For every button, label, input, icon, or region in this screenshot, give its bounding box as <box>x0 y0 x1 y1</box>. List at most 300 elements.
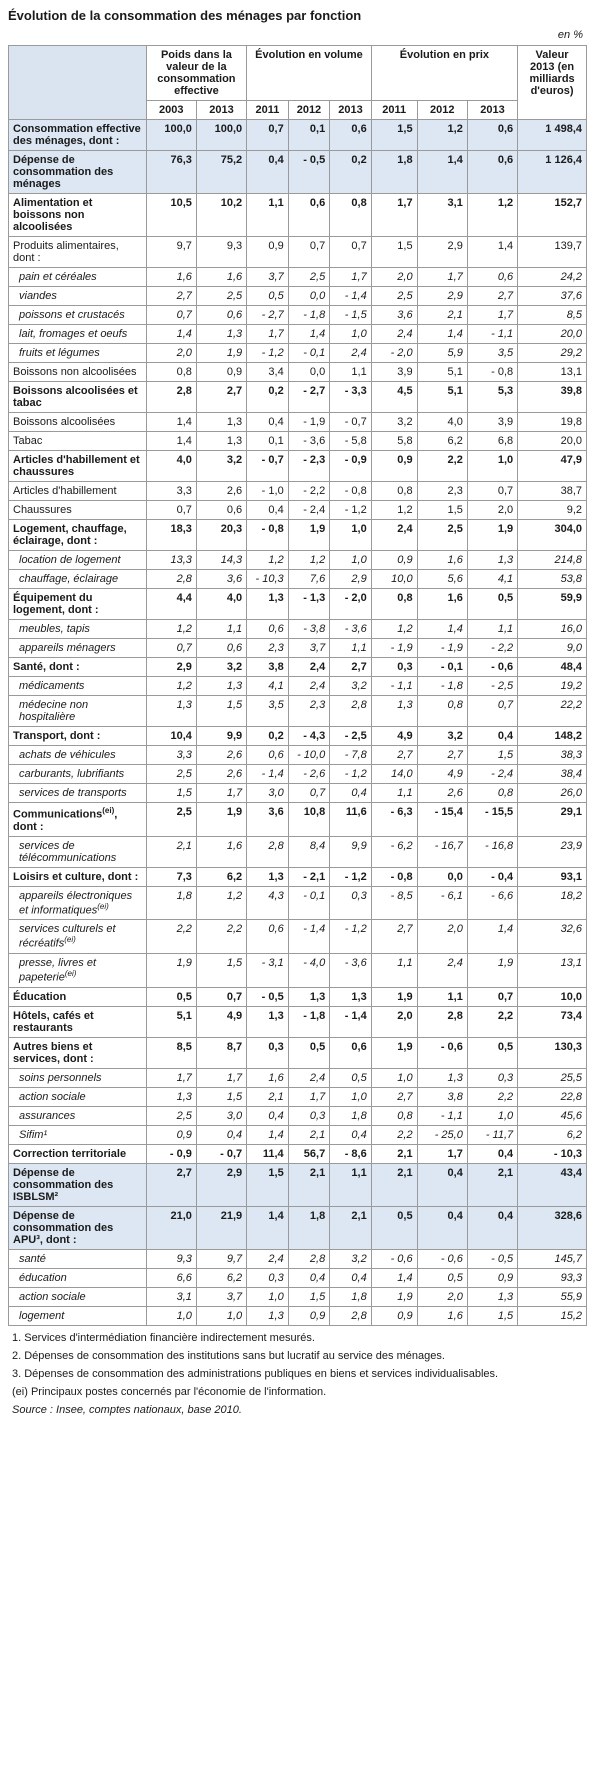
row-label <box>9 501 147 520</box>
table-cell: - 1,4 <box>247 765 289 784</box>
table-cell: 2,3 <box>247 639 289 658</box>
table-cell: 0,7 <box>247 120 289 151</box>
table-cell: 0,4 <box>417 1206 467 1249</box>
row-label <box>9 658 147 677</box>
table-cell: - 0,7 <box>196 1144 246 1163</box>
table-cell: 1,8 <box>330 1106 372 1125</box>
row-label <box>9 194 147 237</box>
row-label <box>9 1006 147 1037</box>
table-cell: 0,4 <box>196 1125 246 1144</box>
table-cell: 1,2 <box>467 194 517 237</box>
table-cell: 1,5 <box>146 784 196 803</box>
row-label <box>9 551 147 570</box>
table-cell: 3,3 <box>146 746 196 765</box>
table-row <box>9 268 587 287</box>
table-cell: 0,4 <box>417 1163 467 1206</box>
table-cell: 2,5 <box>288 268 330 287</box>
table-cell: 2,2 <box>146 920 196 954</box>
row-label-text: viandes <box>19 290 57 302</box>
table-cell: 16,0 <box>518 620 587 639</box>
table-cell: 1,2 <box>417 120 467 151</box>
table-cell: 5,1 <box>417 363 467 382</box>
table-cell: 2,1 <box>288 1125 330 1144</box>
table-cell: 14,0 <box>371 765 417 784</box>
table-row <box>9 120 587 151</box>
table-cell: 3,1 <box>417 194 467 237</box>
row-label-text: Communications <box>13 808 103 821</box>
table-cell: 1,5 <box>417 501 467 520</box>
row-label <box>9 727 147 746</box>
table-cell: 4,1 <box>467 570 517 589</box>
table-cell: 1,4 <box>247 1206 289 1249</box>
table-cell: 9,9 <box>196 727 246 746</box>
table-cell: 3,7 <box>196 1287 246 1306</box>
table-cell: 48,4 <box>518 658 587 677</box>
header-year: 2003 <box>146 101 196 120</box>
table-cell: - 10,0 <box>288 746 330 765</box>
table-cell: 5,3 <box>467 382 517 413</box>
table-cell: 3,3 <box>146 482 196 501</box>
row-label <box>9 1287 147 1306</box>
table-cell: 4,0 <box>146 451 196 482</box>
table-cell: 18,3 <box>146 520 196 551</box>
table-cell: 0,6 <box>196 639 246 658</box>
table-cell: 3,0 <box>247 784 289 803</box>
table-cell: - 2,4 <box>467 765 517 784</box>
table-cell: - 15,4 <box>417 803 467 837</box>
table-cell: - 2,4 <box>288 501 330 520</box>
table-cell: 6,2 <box>417 432 467 451</box>
row-label <box>9 784 147 803</box>
table-cell: 0,5 <box>371 1206 417 1249</box>
table-cell: 0,4 <box>247 413 289 432</box>
table-cell: 1,7 <box>146 1068 196 1087</box>
table-cell: 1 126,4 <box>518 151 587 194</box>
table-cell: 1,6 <box>146 268 196 287</box>
table-cell: - 1,0 <box>247 482 289 501</box>
table-cell: 3,2 <box>196 451 246 482</box>
table-cell: 0,6 <box>196 501 246 520</box>
table-cell: 145,7 <box>518 1249 587 1268</box>
table-row <box>9 886 587 920</box>
table-cell: - 0,1 <box>288 886 330 920</box>
table-cell: 0,7 <box>330 237 372 268</box>
table-cell: 38,3 <box>518 746 587 765</box>
table-cell: 2,0 <box>467 501 517 520</box>
table-cell: 2,7 <box>371 1087 417 1106</box>
table-cell: - 0,6 <box>371 1249 417 1268</box>
table-cell: - 2,2 <box>467 639 517 658</box>
table-cell: 2,0 <box>371 1006 417 1037</box>
row-label-text: Loisirs et culture, dont : <box>13 870 139 883</box>
table-cell: 13,1 <box>518 363 587 382</box>
table-cell: 139,7 <box>518 237 587 268</box>
row-label <box>9 639 147 658</box>
footnote: 3. Dépenses de consommation des administrations publiques en biens et services individualisables. <box>12 1367 499 1380</box>
row-label <box>9 432 147 451</box>
table-row <box>9 746 587 765</box>
table-cell: 0,6 <box>247 620 289 639</box>
table-cell: 0,2 <box>330 151 372 194</box>
table-cell: 1,1 <box>330 363 372 382</box>
table-cell: 23,9 <box>518 836 587 867</box>
table-cell: 1,3 <box>288 987 330 1006</box>
row-label-text: chauffage, éclairage <box>19 573 119 585</box>
row-label-text: services de transports <box>19 787 127 799</box>
table-row <box>9 482 587 501</box>
header-volume: Évolution en volume <box>247 46 372 101</box>
table-cell: 3,7 <box>288 639 330 658</box>
table-row <box>9 501 587 520</box>
table-cell: 2,8 <box>146 570 196 589</box>
row-label-footnote-mark: (ei) <box>102 806 115 815</box>
table-cell: 0,7 <box>467 482 517 501</box>
table-cell: 43,4 <box>518 1163 587 1206</box>
table-cell: - 6,3 <box>371 803 417 837</box>
row-label-text: Consommation effective des ménages, dont : <box>13 123 141 147</box>
table-cell: 2,8 <box>288 1249 330 1268</box>
table-row <box>9 1306 587 1325</box>
table-row <box>9 1144 587 1163</box>
table-cell: 0,8 <box>330 194 372 237</box>
table-cell: 2,2 <box>467 1006 517 1037</box>
table-cell: 6,6 <box>146 1268 196 1287</box>
row-label <box>9 620 147 639</box>
table-cell: 1,4 <box>247 1125 289 1144</box>
table-cell: 0,5 <box>467 589 517 620</box>
table-body <box>9 120 587 1326</box>
row-label <box>9 151 147 194</box>
table-cell: - 3,3 <box>330 382 372 413</box>
table-cell: 0,5 <box>330 1068 372 1087</box>
row-label-text: éducation <box>19 1271 67 1284</box>
table-cell: 0,4 <box>467 727 517 746</box>
table-cell: 0,5 <box>288 1037 330 1068</box>
table-cell: 0,6 <box>196 306 246 325</box>
row-label <box>9 1306 147 1325</box>
table-cell: 2,9 <box>146 658 196 677</box>
table-cell: 0,8 <box>371 482 417 501</box>
table-cell: 8,5 <box>518 306 587 325</box>
row-label-text: Correction territoriale <box>13 1147 127 1160</box>
table-cell: 2,8 <box>330 696 372 727</box>
row-label-text: logement <box>19 1309 65 1322</box>
table-cell: 4,0 <box>417 413 467 432</box>
table-cell: - 2,3 <box>288 451 330 482</box>
consumption-table <box>8 45 587 1326</box>
table-cell: 1,0 <box>371 1068 417 1087</box>
table-row <box>9 696 587 727</box>
table-cell: - 0,9 <box>146 1144 196 1163</box>
row-label-text: services de télécommunications <box>19 839 117 864</box>
table-cell: 1,7 <box>288 1087 330 1106</box>
table-cell: 1,2 <box>146 620 196 639</box>
table-cell: 1,1 <box>196 620 246 639</box>
table-cell: 0,6 <box>467 120 517 151</box>
table-cell: 1,5 <box>467 1306 517 1325</box>
table-cell: 1,7 <box>247 325 289 344</box>
table-cell: 2,2 <box>467 1087 517 1106</box>
table-cell: - 0,5 <box>467 1249 517 1268</box>
table-cell: 1,3 <box>247 1006 289 1037</box>
table-row <box>9 867 587 886</box>
table-row <box>9 382 587 413</box>
table-cell: 0,3 <box>330 886 372 920</box>
table-cell: 1,1 <box>247 194 289 237</box>
table-cell: 0,7 <box>146 501 196 520</box>
table-cell: 0,4 <box>247 501 289 520</box>
table-cell: - 1,2 <box>330 867 372 886</box>
table-cell: 1,9 <box>467 953 517 987</box>
table-cell: 10,0 <box>371 570 417 589</box>
table-cell: 1 498,4 <box>518 120 587 151</box>
row-label-text: Dépense de consommation des ISBLSM² <box>13 1166 114 1203</box>
table-cell: 214,8 <box>518 551 587 570</box>
table-cell: - 1,4 <box>330 287 372 306</box>
table-cell: 3,9 <box>467 413 517 432</box>
table-cell: 1,0 <box>146 1306 196 1325</box>
table-cell: 328,6 <box>518 1206 587 1249</box>
table-cell: 2,3 <box>417 482 467 501</box>
header-year: 2011 <box>247 101 289 120</box>
table-cell: 1,1 <box>467 620 517 639</box>
table-cell: 9,9 <box>330 836 372 867</box>
source-note: Source : Insee, comptes nationaux, base 2010. <box>12 1403 242 1416</box>
table-row <box>9 1163 587 1206</box>
table-cell: 1,3 <box>196 413 246 432</box>
table-cell: 2,5 <box>371 287 417 306</box>
row-label-text: action sociale <box>19 1090 86 1103</box>
table-cell: 2,7 <box>146 1163 196 1206</box>
table-cell: 2,0 <box>417 920 467 954</box>
table-cell: 32,6 <box>518 920 587 954</box>
table-cell: 0,4 <box>330 1268 372 1287</box>
row-label-text: Chaussures <box>13 504 72 516</box>
table-cell: 2,8 <box>247 836 289 867</box>
table-cell: - 2,5 <box>330 727 372 746</box>
row-label <box>9 1206 147 1249</box>
table-cell: - 16,8 <box>467 836 517 867</box>
header-weight: Poids dans la valeur de la consommation effective <box>146 46 247 101</box>
table-cell: 1,3 <box>467 551 517 570</box>
table-cell: - 10,3 <box>247 570 289 589</box>
row-label-text: carburants, lubrifiants <box>19 768 125 780</box>
table-cell: 3,8 <box>247 658 289 677</box>
table-cell: 37,6 <box>518 287 587 306</box>
table-cell: 24,2 <box>518 268 587 287</box>
footnote: 2. Dépenses de consommation des institutions sans but lucratif au service des ménages. <box>12 1349 445 1362</box>
table-row <box>9 620 587 639</box>
row-label <box>9 677 147 696</box>
row-label-text: soins personnels <box>19 1071 102 1084</box>
table-cell: 3,2 <box>371 413 417 432</box>
table-cell: 0,2 <box>247 382 289 413</box>
table-cell: 6,2 <box>196 1268 246 1287</box>
table-row <box>9 551 587 570</box>
table-cell: 47,9 <box>518 451 587 482</box>
table-cell: 38,7 <box>518 482 587 501</box>
table-cell: 3,5 <box>247 696 289 727</box>
row-label <box>9 836 147 867</box>
table-cell: 3,4 <box>247 363 289 382</box>
row-label-text: Alimentation et boissons non alcoolisées <box>13 197 93 233</box>
header-value: Valeur 2013 (en milliards d'euros) <box>518 46 587 120</box>
header-year: 2011 <box>371 101 417 120</box>
row-label-footnote-mark: (ei) <box>97 901 109 911</box>
table-cell: 2,5 <box>146 765 196 784</box>
table-cell: 0,9 <box>371 551 417 570</box>
row-label <box>9 886 147 920</box>
table-cell: - 25,0 <box>417 1125 467 1144</box>
table-cell: 0,7 <box>467 696 517 727</box>
table-cell: 1,2 <box>146 677 196 696</box>
table-cell: 3,2 <box>417 727 467 746</box>
table-row <box>9 570 587 589</box>
table-cell: 22,8 <box>518 1087 587 1106</box>
table-cell: 1,5 <box>196 696 246 727</box>
table-cell: 1,6 <box>247 1068 289 1087</box>
table-cell: 1,4 <box>417 620 467 639</box>
table-cell: 1,5 <box>247 1163 289 1206</box>
table-cell: - 1,8 <box>288 306 330 325</box>
table-cell: - 0,1 <box>417 658 467 677</box>
table-cell: - 1,2 <box>330 501 372 520</box>
table-cell: 1,1 <box>371 953 417 987</box>
table-cell: 0,3 <box>247 1037 289 1068</box>
table-cell: 3,2 <box>196 658 246 677</box>
table-cell: 1,2 <box>247 551 289 570</box>
table-cell: - 3,6 <box>288 432 330 451</box>
table-cell: 1,4 <box>146 413 196 432</box>
table-cell: 19,8 <box>518 413 587 432</box>
footnote: (ei) Principaux postes concernés par l'économie de l'information. <box>12 1385 327 1398</box>
header-year: 2013 <box>330 101 372 120</box>
row-label <box>9 1249 147 1268</box>
table-cell: - 6,6 <box>467 886 517 920</box>
table-row <box>9 1106 587 1125</box>
table-cell: 1,7 <box>196 1068 246 1087</box>
table-cell: 2,8 <box>146 382 196 413</box>
row-label-text: Articles d'habillement et chaussures <box>13 454 140 478</box>
table-cell: - 8,5 <box>371 886 417 920</box>
table-cell: 1,4 <box>288 325 330 344</box>
row-label <box>9 570 147 589</box>
table-row <box>9 1268 587 1287</box>
row-label <box>9 363 147 382</box>
table-cell: 1,4 <box>417 151 467 194</box>
table-cell: 1,3 <box>247 867 289 886</box>
table-cell: 1,2 <box>288 551 330 570</box>
table-row <box>9 1125 587 1144</box>
table-cell: 148,2 <box>518 727 587 746</box>
table-cell: 0,0 <box>288 287 330 306</box>
table-cell: 0,6 <box>467 268 517 287</box>
table-cell: - 2,0 <box>330 589 372 620</box>
row-label <box>9 287 147 306</box>
table-cell: 1,9 <box>196 344 246 363</box>
table-cell: 0,6 <box>288 194 330 237</box>
table-cell: 5,9 <box>417 344 467 363</box>
table-cell: 2,6 <box>417 784 467 803</box>
table-cell: 10,4 <box>146 727 196 746</box>
header-year: 2013 <box>467 101 517 120</box>
table-cell: 0,4 <box>330 1125 372 1144</box>
table-cell: 2,8 <box>417 1006 467 1037</box>
table-cell: - 0,8 <box>467 363 517 382</box>
table-cell: - 0,8 <box>371 867 417 886</box>
table-cell: 2,1 <box>330 1206 372 1249</box>
table-cell: 2,0 <box>146 344 196 363</box>
table-cell: 10,8 <box>288 803 330 837</box>
row-label-text: services culturels et récréatifs <box>19 923 116 950</box>
table-row <box>9 836 587 867</box>
table-cell: 1,5 <box>371 237 417 268</box>
table-cell: 0,3 <box>467 1068 517 1087</box>
table-cell: 3,1 <box>146 1287 196 1306</box>
row-label <box>9 987 147 1006</box>
table-cell: 0,8 <box>371 589 417 620</box>
table-cell: - 3,8 <box>288 620 330 639</box>
table-cell: 0,9 <box>467 1268 517 1287</box>
table-cell: - 3,1 <box>247 953 289 987</box>
row-label-footnote-mark: (ei) <box>64 968 77 978</box>
table-cell: - 0,6 <box>417 1249 467 1268</box>
table-cell: 1,3 <box>196 677 246 696</box>
table-cell: - 1,2 <box>247 344 289 363</box>
table-cell: 1,6 <box>196 268 246 287</box>
table-title: Évolution de la consommation des ménages par fonction <box>8 8 362 23</box>
table-cell: 2,1 <box>288 1163 330 1206</box>
table-cell: 1,7 <box>196 784 246 803</box>
table-cell: 0,8 <box>417 696 467 727</box>
table-cell: 1,0 <box>330 1087 372 1106</box>
table-cell: 2,6 <box>196 482 246 501</box>
table-cell: 0,8 <box>146 363 196 382</box>
table-cell: - 1,4 <box>330 1006 372 1037</box>
table-cell: 1,7 <box>467 306 517 325</box>
table-cell: 1,2 <box>371 620 417 639</box>
table-cell: 0,4 <box>247 151 289 194</box>
row-label-text: Équipement du logement, dont : <box>13 592 99 616</box>
row-label <box>9 413 147 432</box>
table-cell: 1,1 <box>371 784 417 803</box>
table-cell: 29,2 <box>518 344 587 363</box>
table-cell: 93,1 <box>518 867 587 886</box>
table-row <box>9 520 587 551</box>
table-cell: 2,4 <box>330 344 372 363</box>
table-cell: 3,2 <box>330 1249 372 1268</box>
table-cell: 7,3 <box>146 867 196 886</box>
table-cell: 0,9 <box>371 1306 417 1325</box>
table-cell: 3,5 <box>467 344 517 363</box>
table-cell: 2,3 <box>288 696 330 727</box>
table-cell: 3,8 <box>417 1087 467 1106</box>
table-cell: 0,6 <box>467 151 517 194</box>
row-label-text: Produits alimentaires, dont : <box>13 240 119 264</box>
table-cell: 2,8 <box>330 1306 372 1325</box>
table-cell: - 16,7 <box>417 836 467 867</box>
table-row <box>9 658 587 677</box>
table-cell: 1,9 <box>146 953 196 987</box>
table-cell: - 15,5 <box>467 803 517 837</box>
row-label-text: Boissons alcoolisées et tabac <box>13 385 138 409</box>
table-cell: 1,8 <box>371 151 417 194</box>
table-cell: 1,0 <box>467 451 517 482</box>
table-cell: 0,6 <box>330 120 372 151</box>
table-cell: 21,9 <box>196 1206 246 1249</box>
row-label <box>9 746 147 765</box>
table-cell: - 1,9 <box>288 413 330 432</box>
